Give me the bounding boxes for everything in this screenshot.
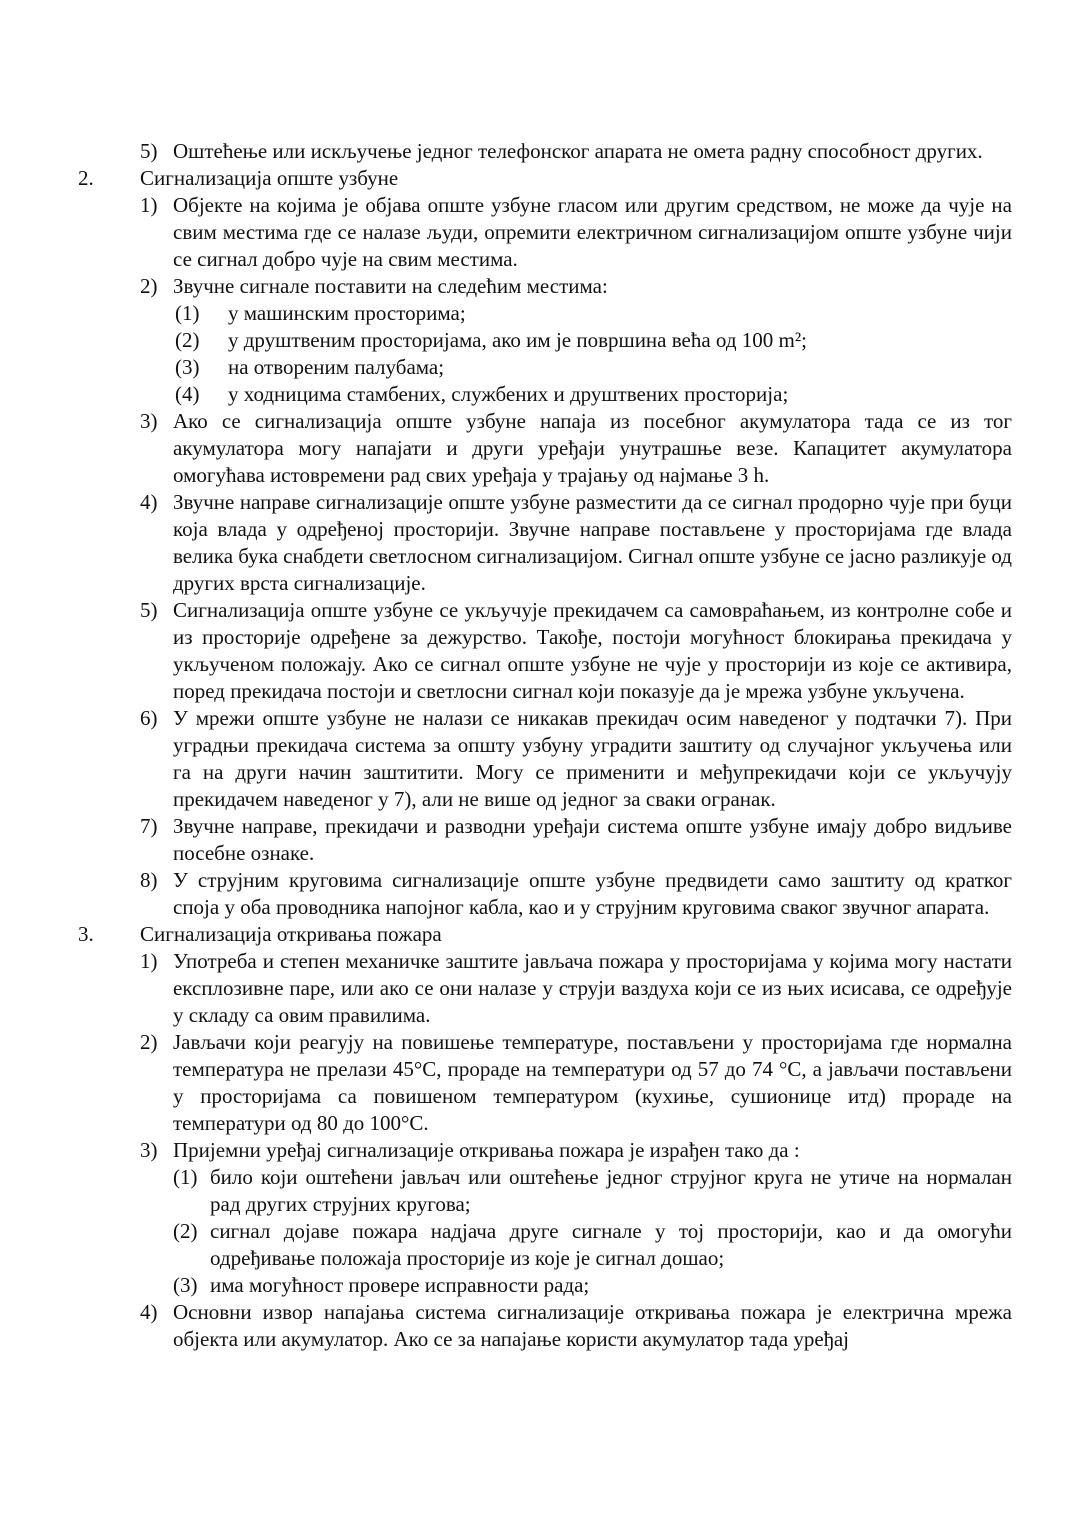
list-item [140, 705, 1012, 813]
sub-list-item [175, 354, 1012, 381]
sub-list-item-marker: (2) [173, 1219, 198, 1243]
list-item-marker: 2) [140, 1030, 158, 1054]
list-item-text: Сигнализација опште узбуне се укључује прекидачем са самовраћањем, из контролне собе и из просторије одређене за дежурство. Такође, постоји могућност блокирања прекидача у укљученом положају. Ако се сигнал опште узбуне не чује у просторији из које се активира, поред прекидача постоји и светлосни сигнал који показује да је мрежа узбуне укључена. [173, 598, 1012, 703]
sub-list-item [173, 1218, 1012, 1272]
leading-list-item-marker: 5) [140, 139, 158, 163]
list-item-marker: 5) [140, 598, 158, 622]
leading-list-item [140, 138, 1012, 165]
list-item-text: Употреба и степен механичке заштите јављача пожара у просторијама у којима могу настати експлозивне паре, или ако се они налазе у струји ваздуха који се из њих исисава, се одређује у складу са овим правилима. [173, 949, 1012, 1027]
list-item-text: Пријемни уређај сигнализације откривања пожара је израђен тако да : [173, 1138, 800, 1162]
list-item-marker: 3) [140, 409, 158, 433]
sub-list-item [175, 327, 1012, 354]
list-item [140, 813, 1012, 867]
sub-list-item [173, 1272, 1012, 1299]
leading-list-item-text: Оштећење или искључење једног телефонског апарата не омета радну способност других. [173, 139, 983, 163]
section-heading-text: Сигнализација опште узбуне [140, 166, 399, 190]
sub-list-item [175, 300, 1012, 327]
sub-list-item-text: у друштвеним просторијама, ако им је површина већа од 100 m²; [228, 328, 807, 352]
list-item-text: Звучне направе сигнализације опште узбуне разместити да се сигнал продорно чује при буци која влада у одређеној просторији. Звучне направе постављене у просторијама где влада велика бука снабдети светлосном сигнализацијом. Сигнал опште узбуне се јасно разликује од других врста сигнализације. [173, 490, 1012, 595]
sub-list-item-text: у ходницима стамбених, службених и друштвених просторија; [228, 382, 789, 406]
list-item-text: Ако се сигнализација опште узбуне напаја из посебног акумулатора тада се из тог акумулатора могу напајати и други уређаји унутрашње везе. Капацитет акумулатора омогућава истовремени рад свих уређаја у трајању од најмање 3 h. [173, 409, 1012, 487]
list-item [140, 192, 1012, 273]
list-item-text: Звучне направе, прекидачи и разводни уређаји система опште узбуне имају добро видљиве посебне ознаке. [173, 814, 1012, 865]
list-item-marker: 8) [140, 868, 158, 892]
list-item [140, 1029, 1012, 1137]
list-item [140, 867, 1012, 921]
section-heading-text: Сигнализација откривања пожара [140, 922, 442, 946]
sub-list-item [175, 381, 1012, 408]
list-item-marker: 4) [140, 1300, 158, 1324]
sub-list-item [173, 1164, 1012, 1218]
section-heading [78, 165, 1012, 192]
document-content [0, 138, 1090, 1353]
list-item [140, 273, 1012, 300]
sub-list-item-marker: (3) [173, 1273, 198, 1297]
sub-list-item-marker: (4) [175, 382, 200, 406]
sub-list-item-marker: (1) [175, 301, 200, 325]
list-item [140, 1137, 1012, 1164]
list-item [140, 948, 1012, 1029]
list-item [140, 489, 1012, 597]
section-heading [78, 921, 1012, 948]
list-item-text: Објекте на којима је објава опште узбуне гласом или другим средством, не може да чује на свим местима где се налазе људи, опремити електричном сигнализацијом опште узбуне чији се сигнал добро чује на свим местима. [173, 193, 1012, 271]
list-item [140, 1299, 1012, 1353]
list-item-marker: 2) [140, 274, 158, 298]
sub-list-item-text: сигнал дојаве пожара надјача друге сигнале у тој просторији, као и да омогући одређивање положаја просторије из које је сигнал дошао; [210, 1219, 1012, 1270]
list-item-marker: 3) [140, 1138, 158, 1162]
sub-list-item-marker: (3) [175, 355, 200, 379]
section-heading-marker: 3. [78, 922, 94, 946]
list-item-text: У струјним круговима сигнализације опште узбуне предвидети само заштиту од кратког споја у оба проводника напојног кабла, као и у струјним круговима сваког звучног апарата. [173, 868, 1012, 919]
list-item [140, 597, 1012, 705]
list-item-text: Јављачи који реагују на повишење температуре, постављени у просторијама где нормална температура не прелази 45°C, прораде на температури од 57 до 74 °C, а јављачи постављени у просторијама са повишеном температуром (кухиње, сушионице итд) прораде на температури од 80 до 100°C. [173, 1030, 1012, 1135]
section-heading-marker: 2. [78, 166, 94, 190]
sub-list-item-text: било који оштећени јављач или оштећење једног струјног круга не утиче на нормалан рад других струјних кругова; [210, 1165, 1012, 1216]
list-item-text: Основни извор напајања система сигнализације откривања пожара је електрична мрежа објекта или акумулатор. Ако се за напајање користи акумулатор тада уређај [173, 1300, 1012, 1351]
sub-list-item-marker: (1) [173, 1165, 198, 1189]
sub-list-item-marker: (2) [175, 328, 200, 352]
sub-list-item-text: на отвореним палубама; [228, 355, 445, 379]
list-item [140, 408, 1012, 489]
list-item-marker: 4) [140, 490, 158, 514]
list-item-marker: 6) [140, 706, 158, 730]
sub-list-item-text: у машинским просторима; [228, 301, 466, 325]
list-item-text: Звучне сигнале поставити на следећим местима: [173, 274, 608, 298]
list-item-marker: 1) [140, 949, 158, 973]
list-item-marker: 7) [140, 814, 158, 838]
list-item-marker: 1) [140, 193, 158, 217]
sub-list-item-text: има могућност провере исправности рада; [210, 1273, 590, 1297]
list-item-text: У мрежи опште узбуне не налази се никакав прекидач осим наведеног у подтачки 7). При уградњи прекидача система за општу узбуну уградити заштиту од случајног укључења или га на други начин заштитити. Могу се применити и међупрекидачи који се укључују прекидачем наведеног у 7), али не више од једног за сваки огранак. [173, 706, 1012, 811]
